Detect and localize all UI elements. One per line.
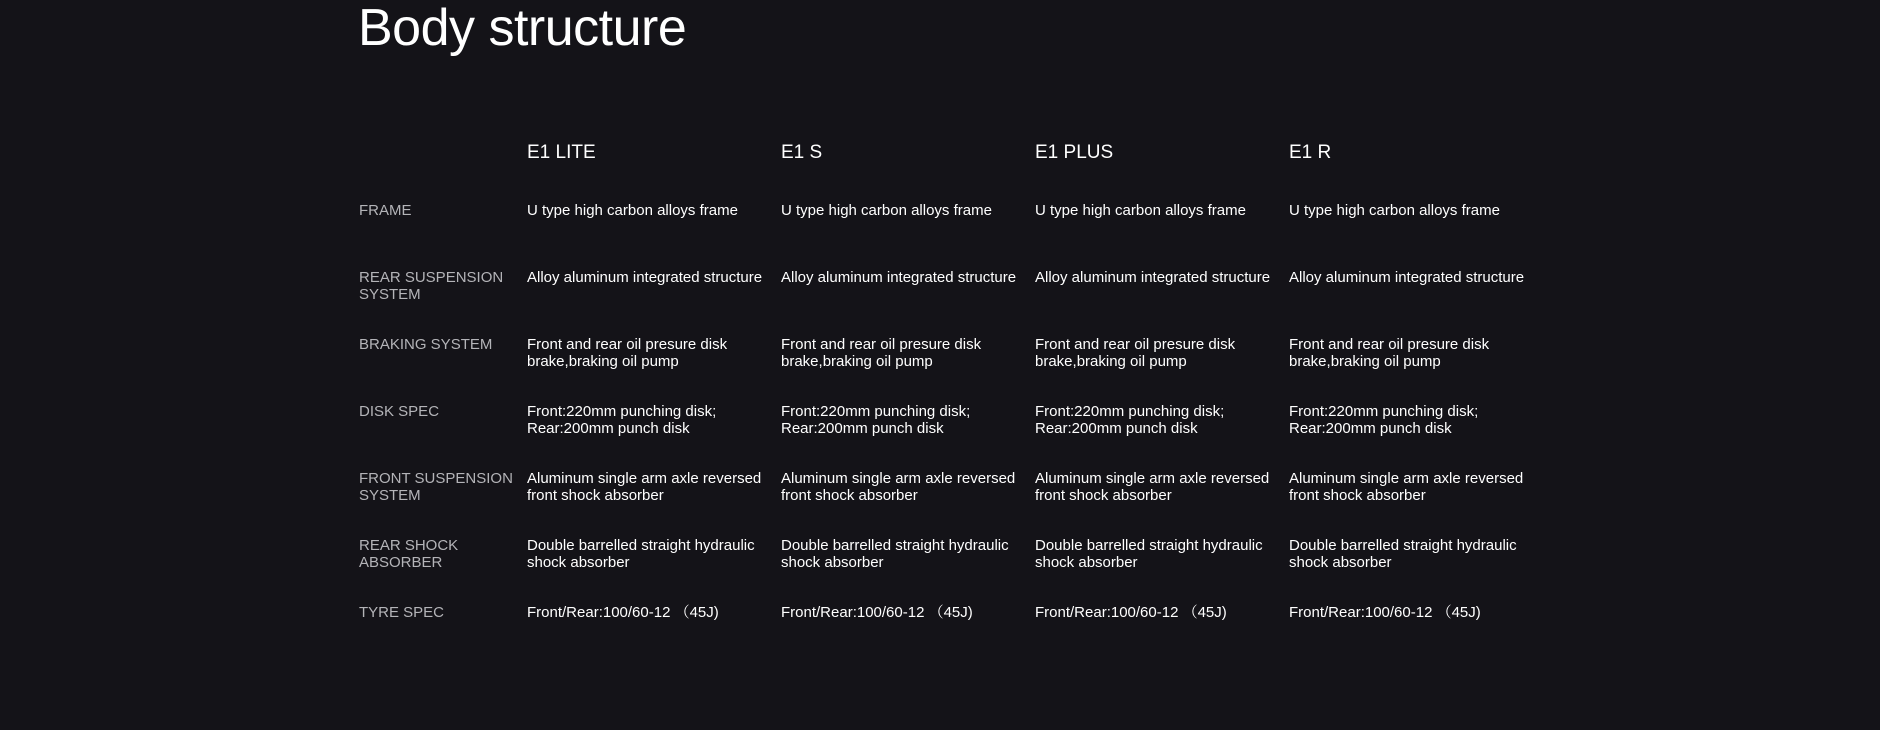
row-label-braking-system: BRAKING SYSTEM [359, 336, 493, 353]
header-empty-cell [359, 138, 527, 202]
row-value: Alloy aluminum integrated structure [1289, 269, 1525, 286]
row-value: Double barrelled straight hydraulic shock absorber [781, 537, 1009, 571]
row-value: U type high carbon alloys frame [1289, 202, 1500, 219]
row-value: U type high carbon alloys frame [1035, 202, 1246, 219]
row-value: Front and rear oil presure disk brake,braking oil pump [1035, 336, 1236, 370]
row-value: U type high carbon alloys frame [781, 202, 992, 219]
model-header-e1-r: E1 R [1289, 142, 1332, 163]
row-value: Front/Rear:100/60-12 （45J) [1035, 604, 1227, 621]
row-value: Front/Rear:100/60-12 （45J) [527, 604, 719, 621]
row-value: Aluminum single arm axle reversed front shock absorber [1035, 470, 1270, 504]
row-value: U type high carbon alloys frame [527, 202, 738, 219]
row-value: Alloy aluminum integrated structure [781, 269, 1017, 286]
table-row [359, 537, 1541, 604]
row-value: Front and rear oil presure disk brake,braking oil pump [527, 336, 728, 370]
model-header-e1-s: E1 S [781, 142, 823, 163]
row-label-disk-spec: DISK SPEC [359, 403, 440, 420]
row-value: Double barrelled straight hydraulic shock absorber [1289, 537, 1517, 571]
row-value: Front:220mm punching disk; Rear:200mm punch disk [1035, 403, 1225, 437]
row-label-front-suspension: FRONT SUSPENSION SYSTEM [359, 470, 513, 504]
row-value: Aluminum single arm axle reversed front shock absorber [1289, 470, 1524, 504]
row-value: Alloy aluminum integrated structure [527, 269, 763, 286]
spec-table [359, 138, 1541, 644]
model-header-e1-lite: E1 LITE [527, 142, 596, 163]
row-value: Front and rear oil presure disk brake,braking oil pump [1289, 336, 1490, 370]
row-value: Front:220mm punching disk; Rear:200mm punch disk [781, 403, 971, 437]
row-value: Front:220mm punching disk; Rear:200mm punch disk [1289, 403, 1479, 437]
page-title: Body structure [358, 0, 687, 57]
row-value: Double barrelled straight hydraulic shock absorber [527, 537, 755, 571]
row-value: Front/Rear:100/60-12 （45J) [781, 604, 973, 621]
table-row [359, 604, 1541, 644]
row-value: Double barrelled straight hydraulic shock absorber [1035, 537, 1263, 571]
row-value: Alloy aluminum integrated structure [1035, 269, 1271, 286]
table-row [359, 403, 1541, 470]
row-label-frame: FRAME [359, 202, 412, 219]
table-row [359, 202, 1541, 269]
row-value: Aluminum single arm axle reversed front shock absorber [781, 470, 1016, 504]
table-header-row [359, 138, 1541, 202]
table-row [359, 336, 1541, 403]
model-header-e1-plus: E1 PLUS [1035, 142, 1114, 163]
row-value: Aluminum single arm axle reversed front shock absorber [527, 470, 762, 504]
table-row [359, 470, 1541, 537]
row-label-rear-shock: REAR SHOCK ABSORBER [359, 537, 459, 571]
row-value: Front:220mm punching disk; Rear:200mm punch disk [527, 403, 717, 437]
row-value: Front/Rear:100/60-12 （45J) [1289, 604, 1481, 621]
row-label-tyre-spec: TYRE SPEC [359, 604, 445, 621]
row-label-rear-suspension: REAR SUSPENSION SYSTEM [359, 269, 504, 303]
table-row [359, 269, 1541, 336]
row-value: Front and rear oil presure disk brake,braking oil pump [781, 336, 982, 370]
